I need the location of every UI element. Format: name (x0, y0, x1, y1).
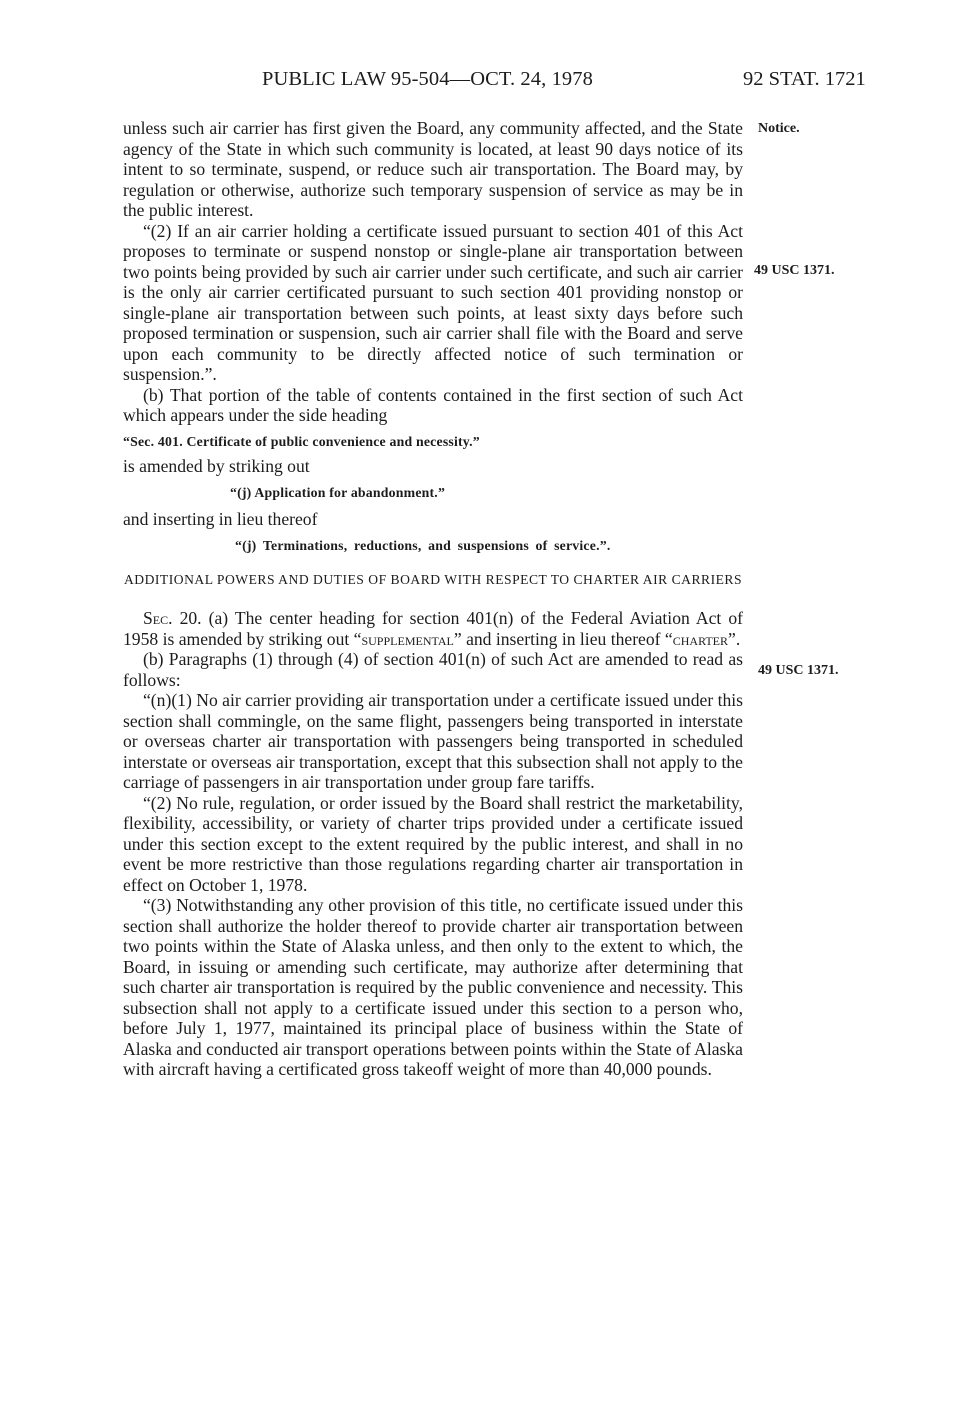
body-text (123, 118, 743, 1080)
margin-note-notice: Notice. (758, 121, 800, 136)
section-20-b: (b) Paragraphs (1) through (4) of section 401(n) of such Act are amended to read as follows: (123, 649, 743, 690)
paragraph-continuation: unless such air carrier has first given the Board, any community affected, and the State agency of the State in which such community is located, at least 90 days notice of its intent to so terminate, suspend, or reduce such air transportation. The Board may, by regulation or otherwise, authorize such temporary suspension of service as may be in the public interest. (123, 118, 743, 220)
paragraph-n2: “(2) No rule, regulation, or order issued by the Board shall restrict the marketability, flexibility, accessibility, or variety of charter trips provided under a certificate issued under this section except to the extent required by the public interest, and shall in no event be more restrictive than those regulations regarding charter air transportation in effect on October 1, 1978. (123, 792, 743, 895)
section-heading: ADDITIONAL POWERS AND DUTIES OF BOARD WITH RESPECT TO CHARTER AIR CARRIERS (123, 572, 743, 587)
statute-page-number: 92 STAT. 1721 (743, 68, 866, 90)
amend-inserting-text: and inserting in lieu thereof (123, 509, 318, 529)
page-header (0, 68, 967, 98)
margin-note-usc-2: 49 USC 1371. (758, 663, 839, 678)
paragraph-b: (b) That portion of the table of contents contained in the first section of such Act which appears under the side heading (123, 384, 743, 425)
quoted-j-new: “(j) Terminations, reductions, and suspensions of service.”. (235, 537, 611, 553)
amend-striking-text: is amended by striking out (123, 456, 310, 476)
paragraph-n3: “(3) Notwithstanding any other provision of this title, no certificate issued under this section shall authorize the holder thereof to provide charter air transportation between two points within the State of Alaska unless, and then only to the extent to which, the Board, in issuing or amending such certificate, may authorize after determining that such charter air transportation is required by the public convenience and necessity. This subsection shall not apply to a certificate issued under this section to a person who, before July 1, 1977, maintained its principal place of business within the State of Alaska and conducted air transport operations between points within the State of Alaska with aircraft having a certificated gross takeoff weight of more than 40,000 pounds. (123, 895, 743, 1079)
section-20-a: Sec. 20. (a) The center heading for section 401(n) of the Federal Aviation Act of 1958 is amended by striking out “supplemental” and inserting in lieu thereof “charter”. (123, 608, 743, 649)
paragraph-2: “(2) If an air carrier holding a certificate issued pursuant to section 401 of this Act proposes to terminate or suspend nonstop or single-plane air transportation between two points being provided by such air carrier under such certificate, and such air carrier is the only air carrier certificated pursuant to such section 401 providing nonstop or single-plane air transportation between such points, at least sixty days before such proposed termination or suspension, such air carrier shall file with the Board and serve upon each community to be directly affected notice of such termination or suspension.”. (123, 220, 743, 384)
paragraph-n1: “(n)(1) No air carrier providing air transportation under a certificate issued under this section shall commingle, on the same flight, passengers being transported in interstate or overseas charter air transportation with passengers being transported in scheduled interstate or overseas air transportation, except that this subsection shall not apply to the carriage of passengers in air transportation under group fare tariffs. (123, 690, 743, 792)
quoted-section-401: “Sec. 401. Certificate of public convenience and necessity.” (123, 433, 480, 449)
smallcaps-charter: charter (672, 628, 729, 649)
smallcaps-supplemental: supplemental (361, 628, 454, 649)
section-20-label: Sec. 20. (143, 608, 202, 628)
running-title: PUBLIC LAW 95-504—OCT. 24, 1978 (262, 68, 593, 90)
quoted-j-old: “(j) Application for abandonment.” (230, 484, 446, 500)
margin-note-usc-1: 49 USC 1371. (754, 263, 835, 278)
